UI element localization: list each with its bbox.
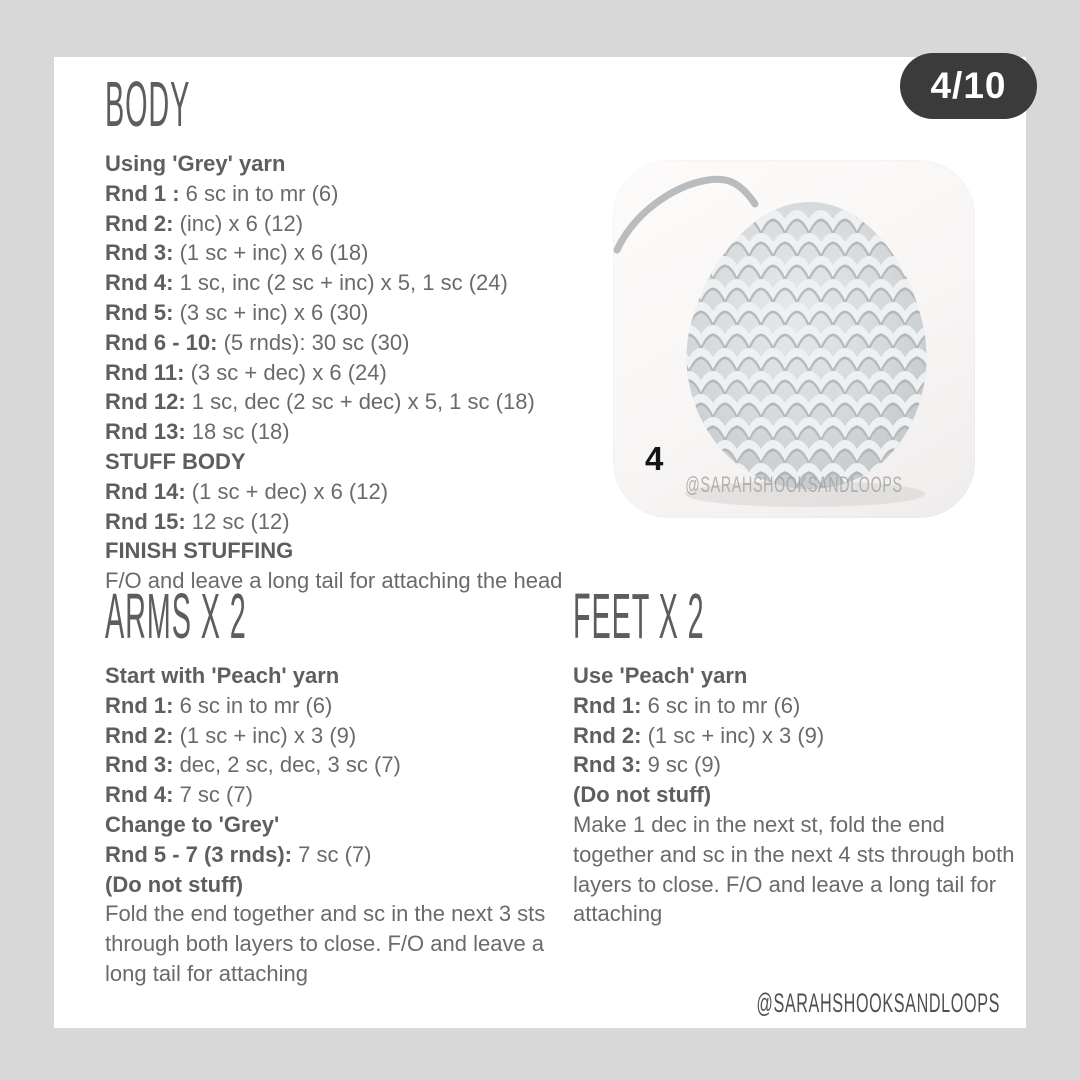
pattern-line [573, 691, 1021, 721]
pattern-line [105, 149, 575, 179]
photo-step-number: 4 [645, 440, 664, 477]
line-text: F/O and leave a long tail for attaching the head [105, 568, 563, 594]
line-text: (1 sc + dec) x 6 (12) [185, 478, 389, 504]
pattern-line [105, 387, 575, 417]
pattern-line [105, 358, 575, 388]
pattern-line [105, 298, 575, 328]
line-text: (inc) x 6 (12) [173, 210, 304, 236]
pattern-line [573, 661, 1021, 691]
line-text: (1 sc + inc) x 3 (9) [173, 722, 357, 748]
pattern-line [105, 780, 550, 810]
pattern-line [105, 417, 575, 447]
line-text: 6 sc in to mr (6) [641, 692, 801, 718]
line-text: 9 sc (9) [641, 752, 721, 778]
line-bold: Change to 'Grey' [105, 811, 280, 837]
pattern-line [573, 721, 1021, 751]
line-text: 1 sc, dec (2 sc + dec) x 5, 1 sc (18) [185, 389, 535, 415]
line-bold: Rnd 1: [105, 692, 174, 718]
page-counter-label: 4/10 [930, 65, 1007, 106]
line-text: (5 rnds): 30 sc (30) [217, 329, 410, 355]
pattern-line [105, 750, 550, 780]
line-bold: Rnd 15: [105, 508, 186, 534]
line-text: 7 sc (7) [173, 782, 253, 808]
line-text: 6 sc in to mr (6) [173, 692, 333, 718]
line-text: 7 sc (7) [292, 841, 372, 867]
line-bold: Rnd 14: [105, 478, 186, 504]
crochet-ball-illustration [613, 160, 975, 518]
line-bold: Rnd 3: [105, 240, 174, 266]
pattern-line [105, 209, 575, 239]
line-bold: Rnd 13: [105, 419, 186, 445]
page-counter-badge [900, 53, 1037, 119]
line-text: (3 sc + inc) x 6 (30) [173, 299, 369, 325]
line-bold: Rnd 5: [105, 299, 174, 325]
line-text: (1 sc + inc) x 6 (18) [173, 240, 369, 266]
pattern-line [105, 536, 575, 566]
pattern-line [105, 179, 575, 209]
line-bold: Rnd 11: [105, 359, 185, 385]
line-bold: Rnd 12: [105, 389, 186, 415]
body-instructions [105, 149, 575, 596]
line-text: 12 sc (12) [185, 508, 290, 534]
yarn-tail [617, 179, 755, 250]
line-bold: FINISH STUFFING [105, 538, 294, 564]
pattern-line [105, 268, 575, 298]
line-text: 18 sc (18) [185, 419, 290, 445]
line-bold: Rnd 4: [105, 270, 174, 296]
pattern-line [573, 780, 1021, 810]
section-title-feet: FEET X 2 [573, 580, 705, 652]
line-bold: Rnd 3: [105, 752, 174, 778]
line-text: dec, 2 sc, dec, 3 sc (7) [173, 752, 401, 778]
line-text: Fold the end together and sc in the next 3 sts through both layers to close. F/O and leave a long tail for attaching [105, 901, 546, 986]
pattern-line [105, 721, 550, 751]
feet-instructions [573, 661, 1021, 929]
pattern-line [573, 750, 1021, 780]
pattern-line [105, 840, 550, 870]
line-bold: Rnd 2: [105, 210, 174, 236]
section-body [105, 68, 575, 596]
line-bold: Using 'Grey' yarn [105, 151, 286, 176]
line-bold: STUFF BODY [105, 448, 246, 474]
line-text: (1 sc + inc) x 3 (9) [641, 722, 825, 748]
pattern-line [105, 661, 550, 691]
section-title-arms: ARMS X 2 [105, 580, 247, 652]
pattern-line [105, 870, 550, 900]
photo-watermark: @SARAHSHOOKSANDLOOPS [685, 472, 903, 497]
section-title-body: BODY [105, 68, 191, 140]
line-bold: Rnd 1 : [105, 180, 180, 206]
line-text: (3 sc + dec) x 6 (24) [184, 359, 387, 385]
line-bold: Rnd 2: [573, 722, 642, 748]
line-bold: Rnd 6 - 10: [105, 329, 218, 355]
pattern-line [105, 691, 550, 721]
line-text: 6 sc in to mr (6) [179, 180, 339, 206]
footer-watermark: @SARAHSHOOKSANDLOOPS [756, 988, 1000, 1018]
section-feet [573, 580, 1021, 929]
pattern-line [105, 328, 575, 358]
line-bold: (Do not stuff) [573, 782, 712, 808]
line-text: Make 1 dec in the next st, fold the end together and sc in the next 4 sts through both layers to close. F/O and leave a long tail for attaching [573, 811, 1015, 927]
line-bold: Use 'Peach' yarn [573, 663, 748, 688]
arms-instructions [105, 661, 550, 989]
line-bold: Rnd 2: [105, 722, 174, 748]
pattern-line [573, 810, 1021, 929]
pattern-line [105, 810, 550, 840]
pattern-line [105, 507, 575, 537]
line-bold: Rnd 1: [573, 692, 642, 718]
line-bold: (Do not stuff) [105, 871, 244, 897]
pattern-line [105, 477, 575, 507]
pattern-line [105, 238, 575, 268]
line-text: 1 sc, inc (2 sc + inc) x 5, 1 sc (24) [173, 270, 508, 296]
pattern-line [105, 447, 575, 477]
pattern-line [105, 899, 550, 988]
step-photo [613, 160, 975, 518]
line-bold: Rnd 5 - 7 (3 rnds): [105, 841, 293, 867]
line-bold: Rnd 4: [105, 782, 174, 808]
line-bold: Start with 'Peach' yarn [105, 663, 340, 688]
line-bold: Rnd 3: [573, 752, 642, 778]
